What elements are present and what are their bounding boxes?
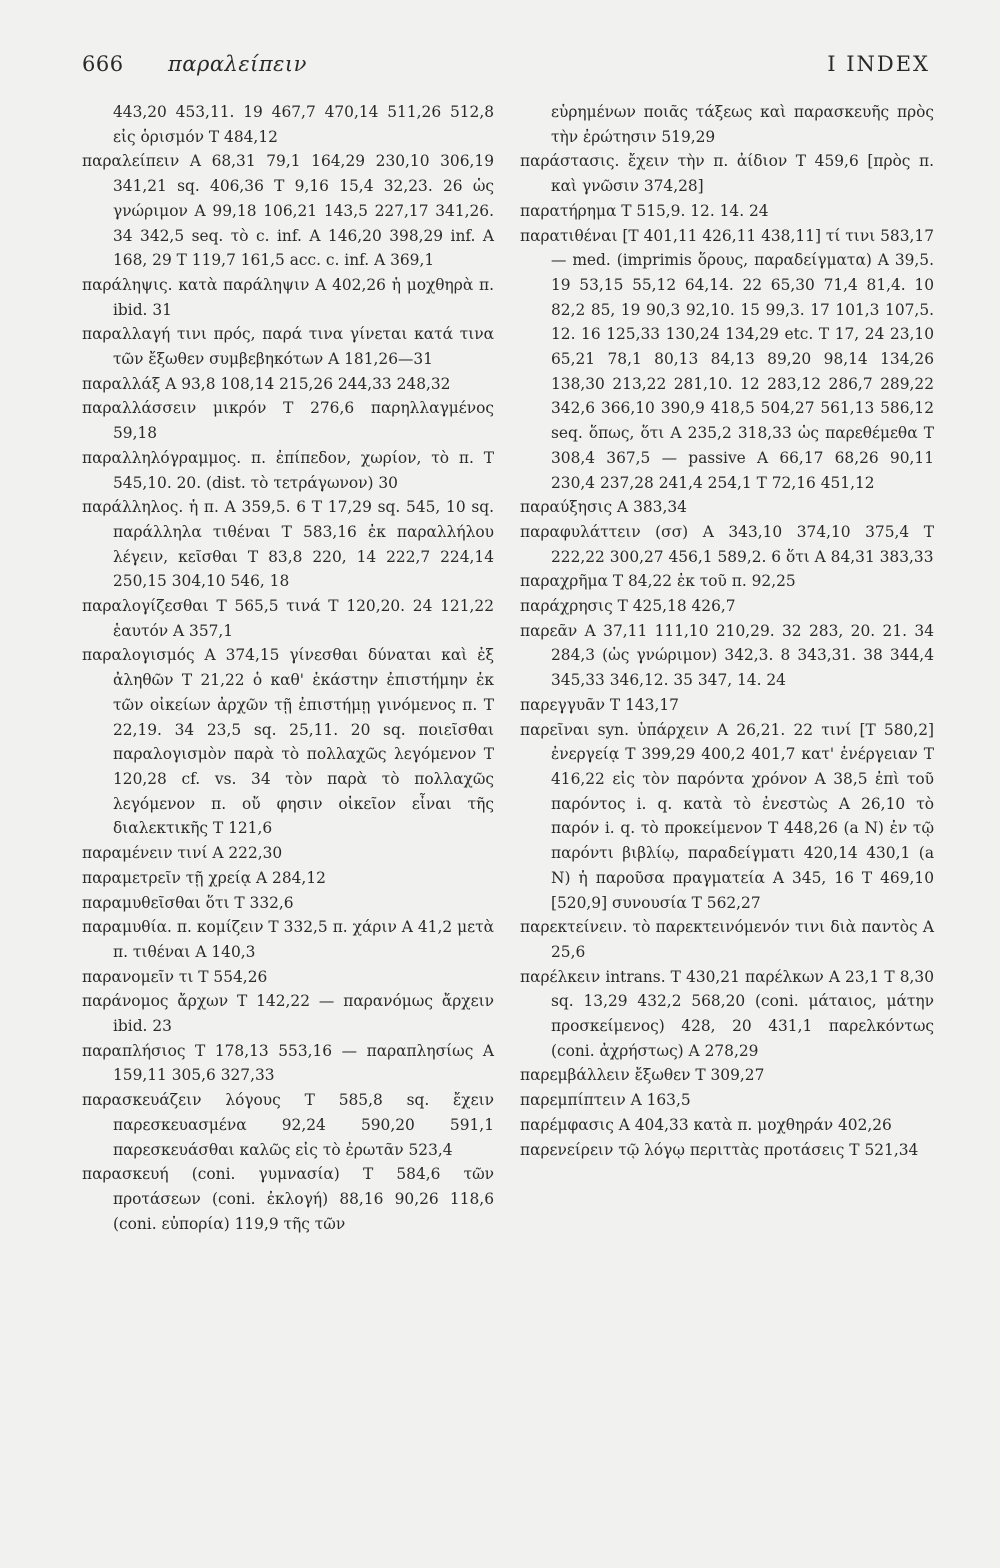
index-entry: παρεᾶν A 37,11 111,10 210,29. 32 283, 20. 21. 34 284,3 (ὡς γνώριμον) 342,3. 8 343,31. 38 344,4 345,33 346,12. 35 347, 14. 24 xyxy=(520,621,934,690)
index-entry: παράληψις. κατὰ παράληψιν A 402,26 ἡ μοχθηρὰ π. ibid. 31 xyxy=(82,275,494,319)
index-entry: εὑρημένων ποιᾶς τάξεως καὶ παρασκευῆς πρὸς τὴν ἐρώτησιν 519,29 xyxy=(551,103,934,146)
index-entry: παραλλαγή τινι πρός, παρά τινα γίνεται κατά τινα τῶν ἔξωθεν συμβεβηκότων A 181,26—31 xyxy=(82,325,494,369)
index-entry: παραμυθεῖσθαι ὅτι T 332,6 xyxy=(82,893,294,912)
index-entry: 443,20 453,11. 19 467,7 470,14 511,26 512,8 εἰς ὁρισμόν T 484,12 xyxy=(113,103,494,146)
page-number: 666 xyxy=(82,52,124,76)
index-entry: παρενείρειν τῷ λόγῳ περιττὰς προτάσεις T 521,34 xyxy=(520,1140,919,1159)
index-entry: παρατιθέναι [T 401,11 426,11 438,11] τί τινι 583,17 — med. (imprimis ὅρους, παραδείγματα) A 39,5. 19 53,15 55,12 64,14. 22 65,30 71,4 81,4. 10 82,2 85, 19 90,3 92,10. 15 99,3. 17 101,3 107,5. 12. 16 125,33 130,24 134,29 etc. T 17, 24 23,10 65,21 78,1 80,13 84,13 89,20 98,14 134,26 138,30 213,22 281,10. 12 283,12 286,7 289,22 342,6 366,10 390,9 418,5 504,27 561,13 586,12 seq. ὅπως, ὅτι A 235,2 318,33 ὡς παρεθέμεθα T 308,4 367,5 — passive A 66,17 68,26 90,11 230,4 237,28 241,4 254,1 T 72,16 451,12 xyxy=(520,226,934,492)
index-entry: παραχρῆμα T 84,22 ἐκ τοῦ π. 92,25 xyxy=(520,572,796,591)
index-entry: παραμυθία. π. κομίζειν T 332,5 π. χάριν A 41,2 μετὰ π. τιθέναι A 140,3 xyxy=(82,918,494,961)
index-entry: παραλλάξ A 93,8 108,14 215,26 244,33 248,32 xyxy=(82,374,451,393)
index-entry: παρεγγυᾶν T 143,17 xyxy=(520,695,679,714)
index-entry: παραύξησις A 383,34 xyxy=(520,498,687,517)
running-headword: παραλείπειν xyxy=(168,52,307,76)
index-entry: παραλείπειν A 68,31 79,1 164,29 230,10 306,19 341,21 sq. 406,36 T 9,16 15,4 32,23. 26 ὡς γνώριμον A 99,18 106,21 143,5 227,17 341,26. 34 342,5 seq. τὸ c. inf. A 146,20 398,29 inf. A 168, 29 T 119,7 161,5 acc. c. inf. A 369,1 xyxy=(82,152,494,270)
index-entry: παρεκτείνειν. τὸ παρεκτεινόμενόν τινι διὰ παντὸς A 25,6 xyxy=(520,918,934,961)
index-entry: παρέλκειν intrans. T 430,21 παρέλκων A 23,1 T 8,30 sq. 13,29 432,2 568,20 (coni. μάταιος, μάτην προσκείμενος) 428, 20 431,1 παρελκόντως (coni. ἀχρήστως) A 278,29 xyxy=(520,967,934,1060)
left-column xyxy=(82,100,494,1236)
index-entry: παραπλήσιος T 178,13 553,16 — παραπλησίως A 159,11 305,6 327,33 xyxy=(82,1041,494,1085)
index-entry: παραλογισμός A 374,15 γίνεσθαι δύναται καὶ ἐξ ἀληθῶν T 21,22 ὁ καθ' ἑκάστην ἐπιστήμην ἐκ τῶν οἰκείων ἀρχῶν τῇ ἐπιστήμῃ γινόμενος π. T 22,19. 34 23,5 sq. 25,11. 20 sq. ποιεῖσθαι παραλογισμὸν παρὰ τὸ πολλαχῶς λεγόμενον T 120,28 cf. vs. 34 τὸν παρὰ τὸ πολλαχῶς λεγόμενον π. οὔ φησιν οἰκεῖον εἶναι τῆς διαλεκτικῆς T 121,6 xyxy=(82,646,494,838)
index-entry: παράχρησις T 425,18 426,7 xyxy=(520,597,736,616)
index-entry: παρασκευάζειν λόγους T 585,8 sq. ἔχειν παρεσκευασμένα 92,24 590,20 591,1 παρεσκευάσθαι καλῶς εἰς τὸ ἐρωτᾶν 523,4 xyxy=(82,1091,494,1159)
section-title: I INDEX xyxy=(827,52,930,76)
index-entry: παρεῖναι syn. ὑπάρχειν A 26,21. 22 τινί [T 580,2] ἐνεργείᾳ T 399,29 400,2 401,7 κατ' ἐνέργειαν T 416,22 εἰς τὸν παρόντα χρόνον A 38,5 ἐπὶ τοῦ παρόντος i. q. κατὰ τὸ ἐνεστὼς A 26,10 τὸ παρόν i. q. τὸ προκείμενον T 448,26 (a N) ἐν τῷ παρόντι βιβλίῳ, παραδείγματι 420,14 430,1 (a N) ἡ παροῦσα πραγματεία A 345, 16 T 469,10 [520,9] συνουσία T 562,27 xyxy=(520,720,934,912)
page-header xyxy=(82,52,930,84)
index-entry: παρεμβάλλειν ἔξωθεν T 309,27 xyxy=(520,1066,765,1085)
right-column xyxy=(520,100,934,1162)
index-entry: παράλληλος. ἡ π. A 359,5. 6 T 17,29 sq. 545, 10 sq. παράλληλα τιθέναι T 583,16 ἐκ παραλλήλου λέγειν, κεῖσθαι T 83,8 220, 14 222,7 224,14 250,15 304,10 546, 18 xyxy=(82,498,494,591)
index-entry: παρασκευή (coni. γυμνασία) T 584,6 τῶν προτάσεων (coni. ἐκλογή) 88,16 90,26 118,6 (coni. εὐπορία) 119,9 τῆς τῶν xyxy=(82,1165,494,1233)
index-entry: παραλληλόγραμμος. π. ἐπίπεδον, χωρίον, τὸ π. T 545,10. 20. (dist. τὸ τετράγωνον) 30 xyxy=(82,448,494,492)
index-entry: παράστασις. ἔχειν τὴν π. ἀίδιον T 459,6 [πρὸς π. καὶ γνῶσιν 374,28] xyxy=(520,152,934,196)
index-entry: παράνομος ἄρχων T 142,22 — παρανόμως ἄρχειν ibid. 23 xyxy=(82,992,494,1036)
index-entry: παρέμφασις A 404,33 κατὰ π. μοχθηράν 402,26 xyxy=(520,1115,892,1134)
index-entry: παραλογίζεσθαι T 565,5 τινά T 120,20. 24 121,22 ἑαυτόν A 357,1 xyxy=(82,597,494,640)
index-entry: παραφυλάττειν (σσ) A 343,10 374,10 375,4 T 222,22 300,27 456,1 589,2. 6 ὅτι A 84,31 383,33 xyxy=(520,522,934,566)
index-entry: παρατήρημα T 515,9. 12. 14. 24 xyxy=(520,201,769,220)
index-entry: παρεμπίπτειν A 163,5 xyxy=(520,1091,691,1110)
index-entry: παρανομεῖν τι T 554,26 xyxy=(82,967,268,986)
index-entry: παραμένειν τινί A 222,30 xyxy=(82,844,283,863)
index-entry: παραμετρεῖν τῇ χρείᾳ A 284,12 xyxy=(82,868,326,887)
index-entry: παραλλάσσειν μικρόν T 276,6 παρηλλαγμένος 59,18 xyxy=(82,399,494,443)
